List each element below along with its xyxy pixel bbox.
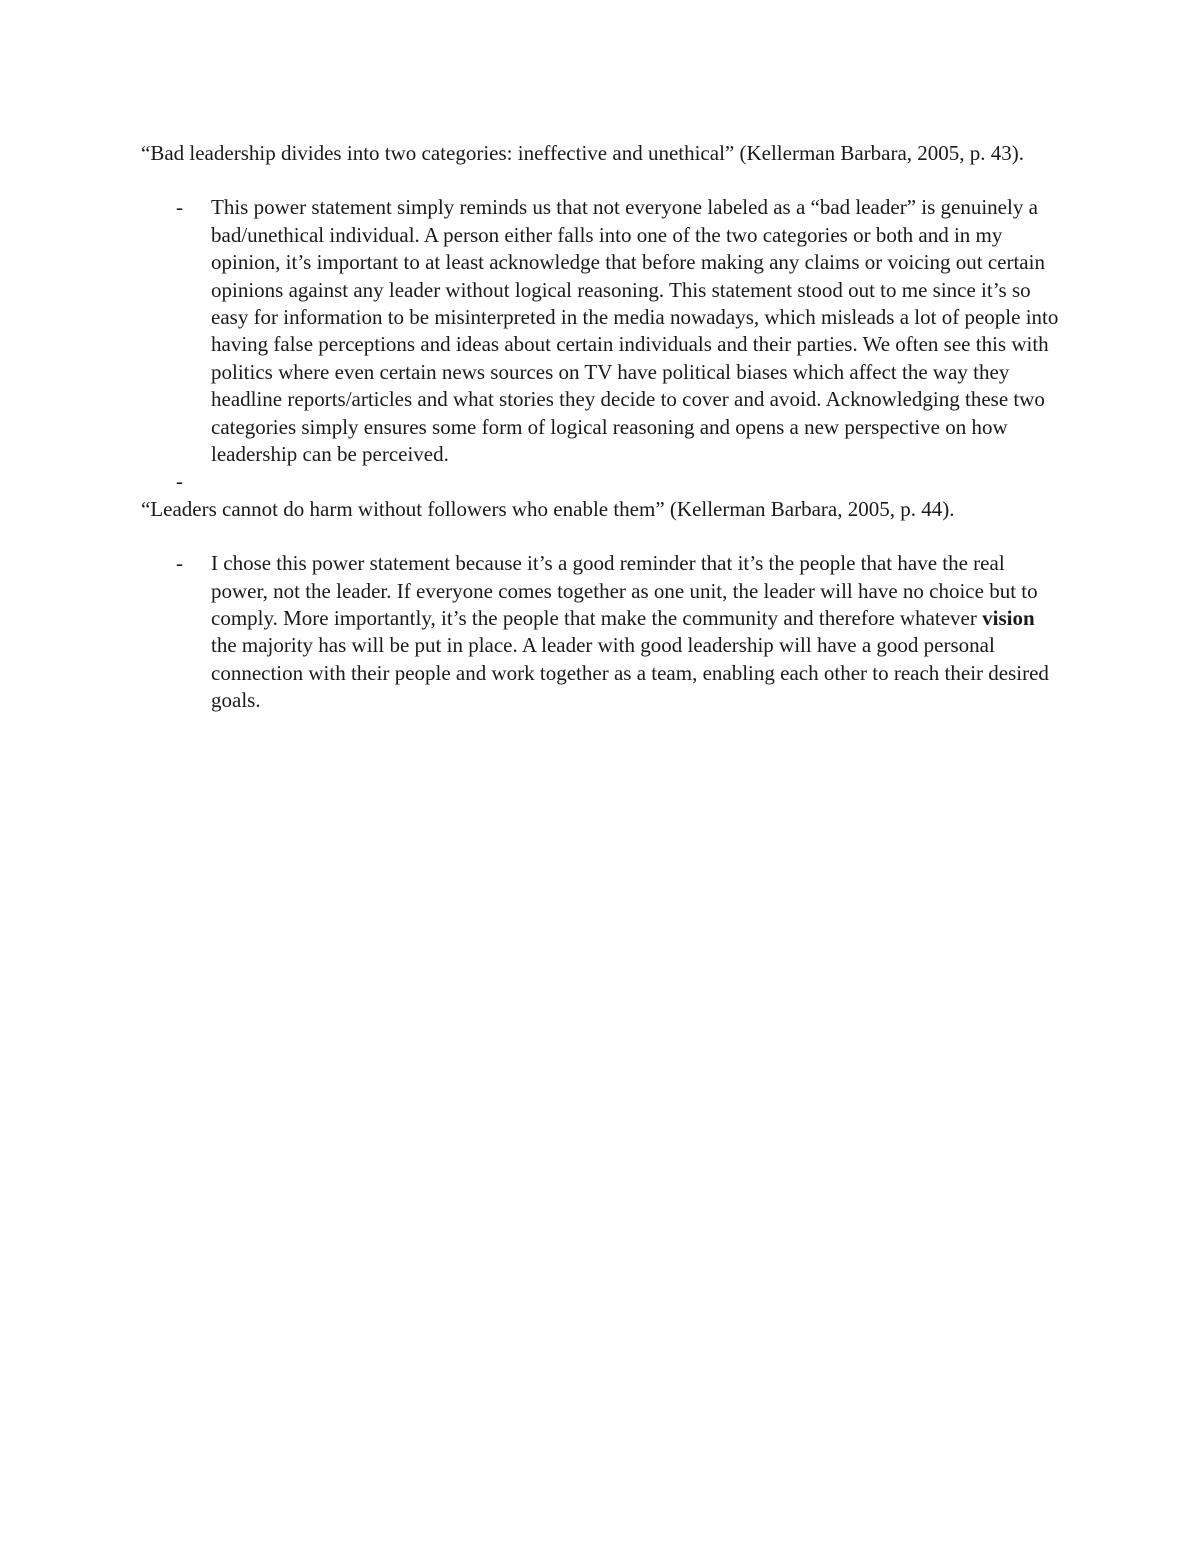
bullet-dash: - <box>176 551 183 576</box>
bullet-text-1: This power statement simply reminds us that not everyone labeled as a “bad leader” is genuinely a bad/unethical individual. A person either falls into one of the two categories or both and in my opinion, it’s important to at least acknowledge that before making any claims or voicing out certain opinions against any leader without logical reasoning. This statement stood out to me since it’s so easy for information to be misinterpreted in the media nowadays, which misleads a lot of people into having false perceptions and ideas about certain individuals and their parties. We often see this with politics where even certain news sources on TV have political biases which affect the way they headline reports/articles and what stories they decide to cover and avoid. Acknowledging these two categories simply ensures some form of logical reasoning and opens a new perspective on how leadership can be perceived. <box>211 195 1059 467</box>
bullet-text-2 <box>211 551 1049 712</box>
bullet-item-1 <box>141 194 1061 468</box>
bold-word-vision: vision <box>982 606 1035 631</box>
bullet-text-2-part-b: the majority has will be put in place. A leader with good leadership will have a good personal connection with their people and work together as a team, enabling each other to reach their desired goals. <box>211 633 1049 713</box>
bullet-dash: - <box>176 195 183 220</box>
spacer <box>141 167 1061 194</box>
bullet-dash: - <box>176 469 183 494</box>
quote-2: “Leaders cannot do harm without followers who enable them” (Kellerman Barbara, 2005, p. 44). <box>141 496 955 521</box>
spacer <box>141 523 1061 550</box>
bullet-text-2-part-a: I chose this power statement because it’s a good reminder that it’s the people that have the real power, not the leader. If everyone comes together as one unit, the leader will have no choice but to comply. More importantly, it’s the people that make the community and therefore whatever <box>211 551 1038 631</box>
quote-1: “Bad leadership divides into two categories: ineffective and unethical” (Kellerman Barbara, 2005, p. 43). <box>141 141 1025 165</box>
document-body <box>141 140 1061 715</box>
empty-bullet-item <box>141 468 1061 495</box>
bullet-item-2 <box>141 550 1061 714</box>
